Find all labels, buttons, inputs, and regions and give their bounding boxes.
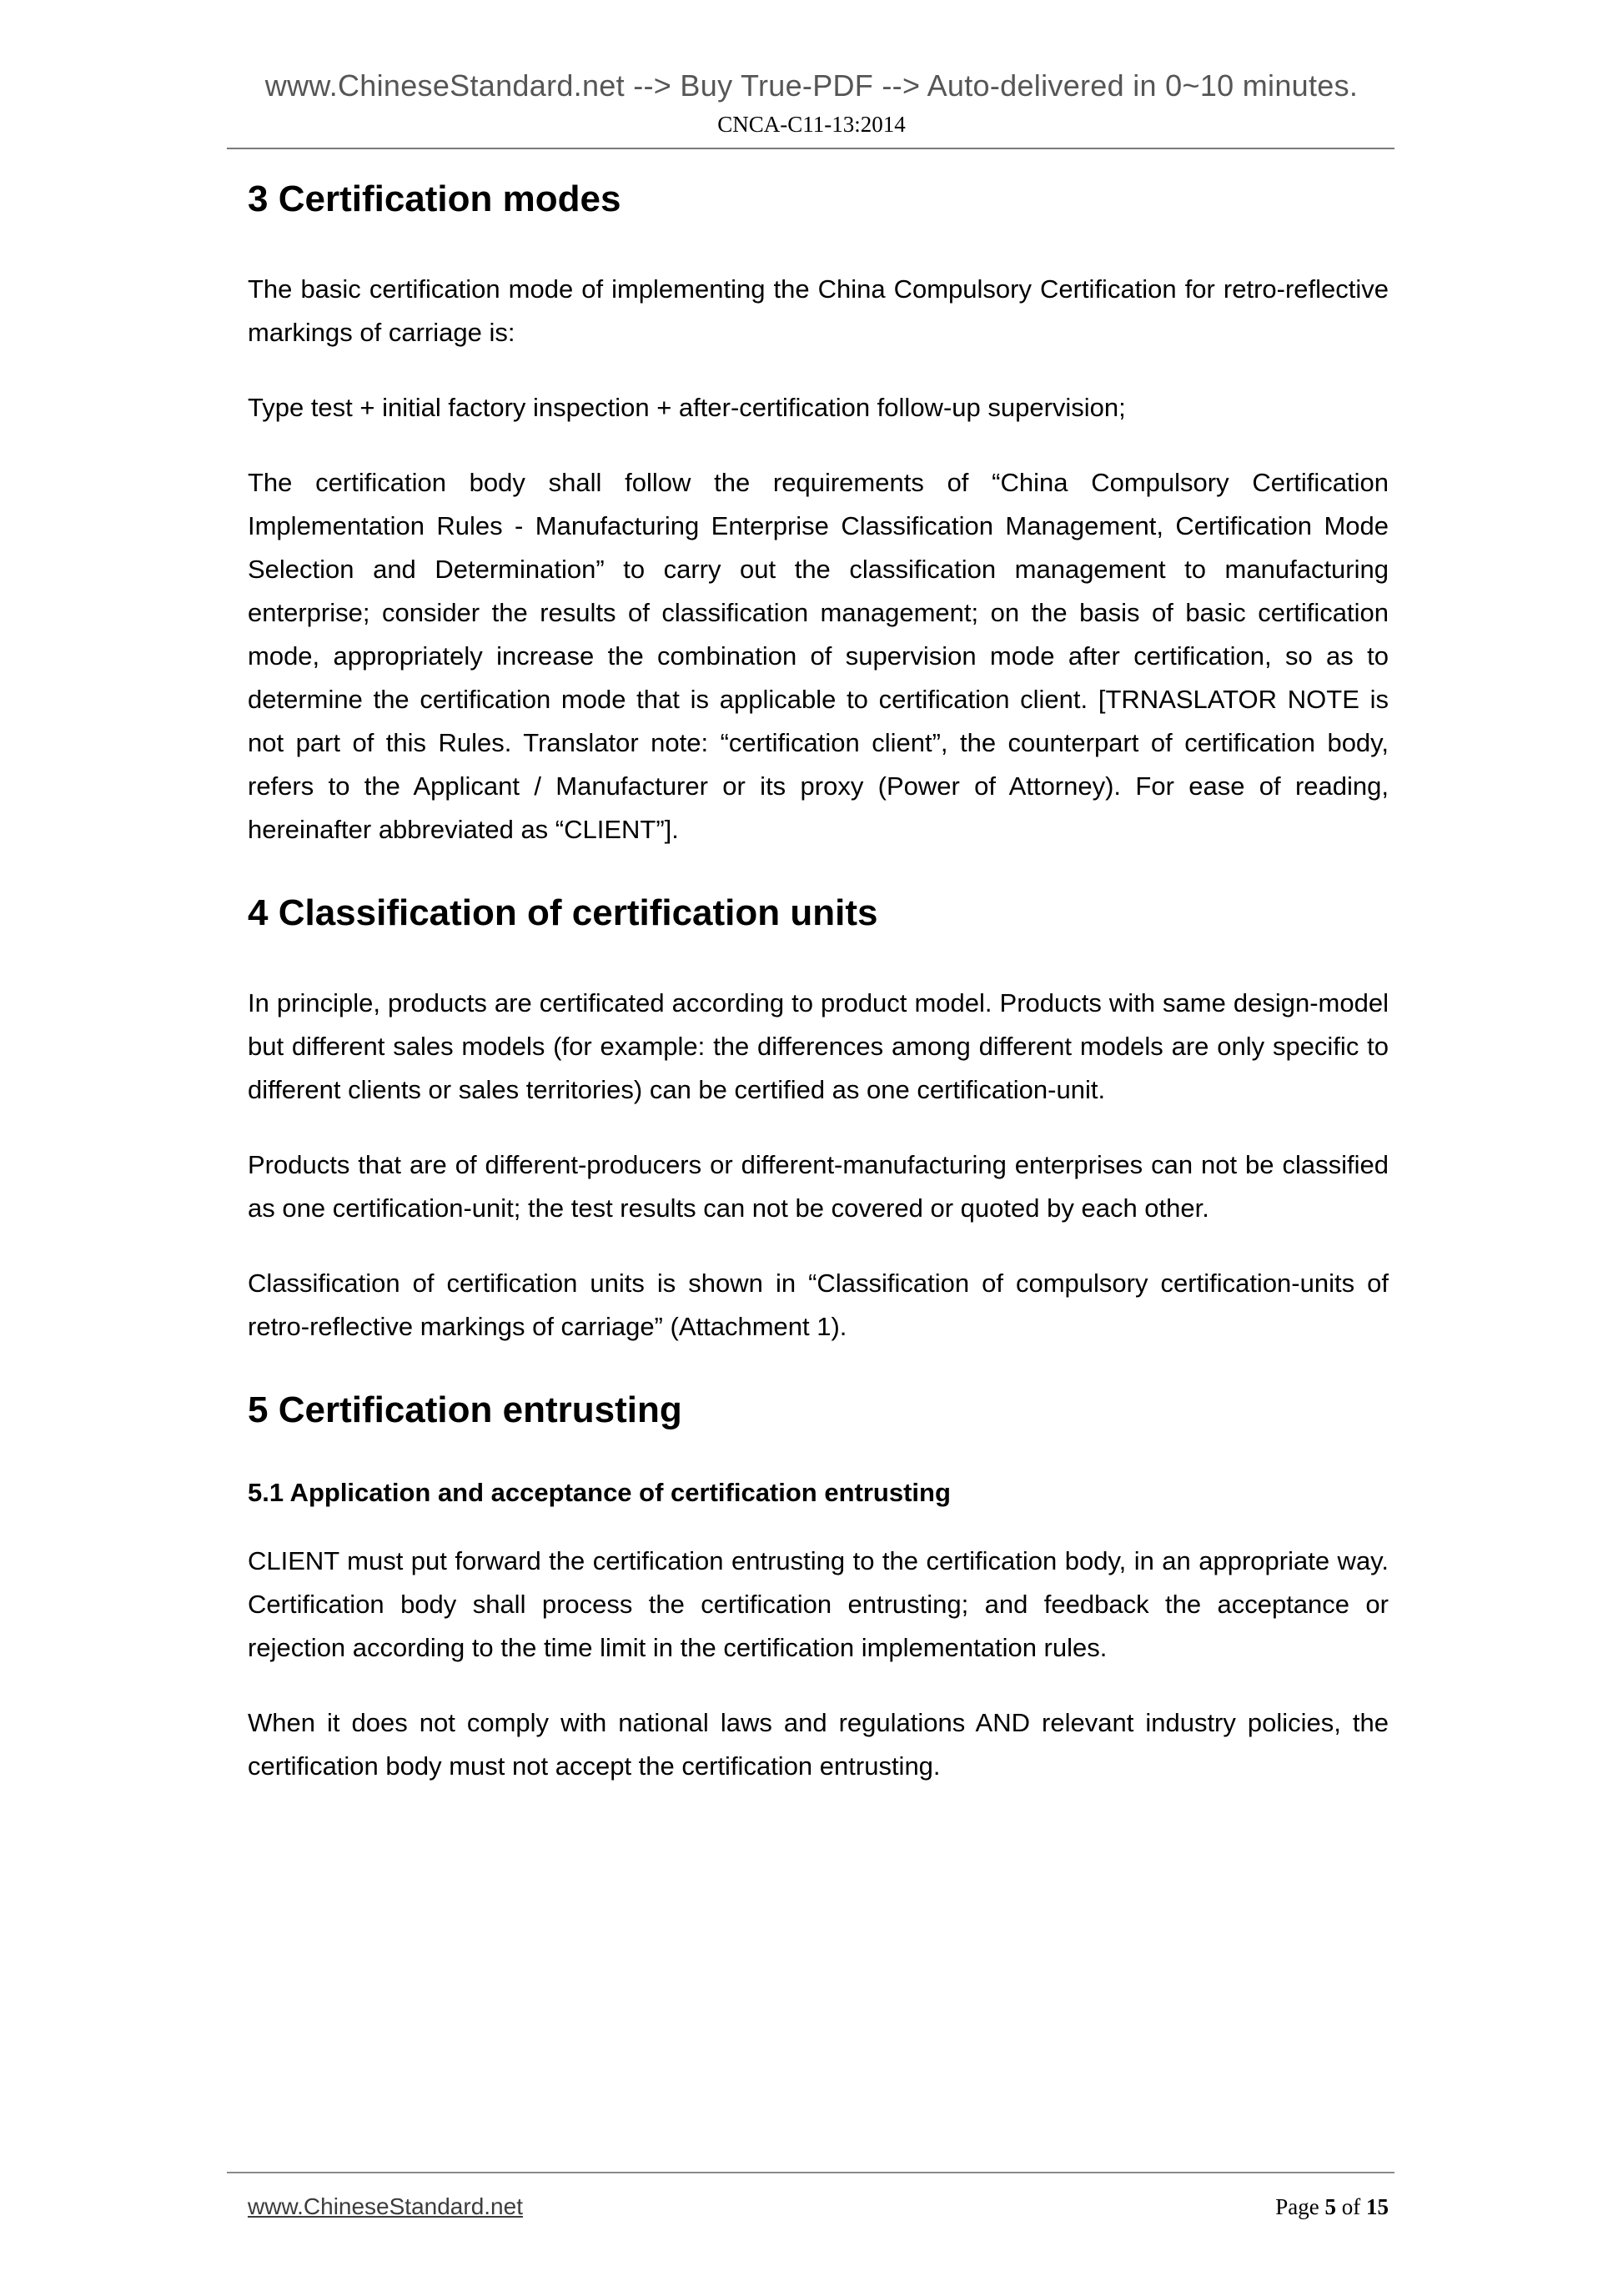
section-5-1-subheading: 5.1 Application and acceptance of certification entrusting <box>248 1478 951 1508</box>
page-number-label <box>1275 2194 1389 2220</box>
header-divider <box>227 148 1394 149</box>
section-4-paragraph-1: In principle, products are certificated according to product model. Products with same design-model but different sales models (for example: the differences among different models are only specific to different clients or sales territories) can be certified as one certification-unit. <box>248 987 1389 1104</box>
standard-code: CNCA-C11-13:2014 <box>717 112 906 137</box>
section-4-paragraph-2: Products that are of different-producers or different-manufacturing enterprises can not be classified as one certification-unit; the test results can not be covered or quoted by each other. <box>248 1149 1389 1223</box>
page-total: 15 <box>1366 2194 1389 2219</box>
section-5-paragraph-2: When it does not comply with national laws and regulations AND relevant industry policies, the certification body must not accept the certification entrusting. <box>248 1708 1389 1781</box>
document-body <box>248 163 1389 1820</box>
section-4-heading: 4 Classification of certification units <box>248 892 878 933</box>
footer-site-link[interactable]: www.ChineseStandard.net <box>248 2193 523 2219</box>
section-3-paragraph-3: The certification body shall follow the requirements of “China Compulsory Certification Implementation Rules - Manufacturing Enterprise Classification Management, Certification Mode Selection and Determination” to carry out the classification management to manufacturing enterprise; consider the results of classification management; on the basis of basic certification mode, appropriately increase the combination of supervision mode after certification, so as to determine the certification mode that is applicable to certification client. [TRNASLATOR NOTE is not part of this Rules. Translator note: “certification client”, the counterpart of certification body, refers to the Applicant / Manufacturer or its proxy (Power of Attorney). For ease of reading, hereinafter abbreviated as “CLIENT”]. <box>248 467 1389 844</box>
section-3-paragraph-1: The basic certification mode of implementing the China Compulsory Certification for retro-reflective markings of carriage is: <box>248 274 1389 347</box>
page-number: 5 <box>1324 2194 1336 2219</box>
page-footer <box>248 2193 1389 2220</box>
section-3-heading: 3 Certification modes <box>248 178 621 219</box>
promo-banner: www.ChineseStandard.net --> Buy True-PDF --> Auto-delivered in 0~10 minutes. <box>264 68 1359 103</box>
of-word: of <box>1341 2194 1361 2219</box>
section-4-paragraph-3: Classification of certification units is shown in “Classification of compulsory certification-units of retro-reflective markings of carriage” (Attachment 1). <box>248 1268 1389 1341</box>
footer-divider <box>227 2172 1394 2173</box>
page-word: Page <box>1275 2194 1319 2219</box>
section-5-heading: 5 Certification entrusting <box>248 1389 682 1430</box>
section-5-paragraph-1: CLIENT must put forward the certification entrusting to the certification body, in an appropriate way. Certification body shall process the certification entrusting; and feedback the acceptance or rejection according to the time limit in the certification implementation rules. <box>248 1546 1389 1663</box>
section-3-paragraph-2: Type test + initial factory inspection + after-certification follow-up supervision; <box>248 392 1126 422</box>
